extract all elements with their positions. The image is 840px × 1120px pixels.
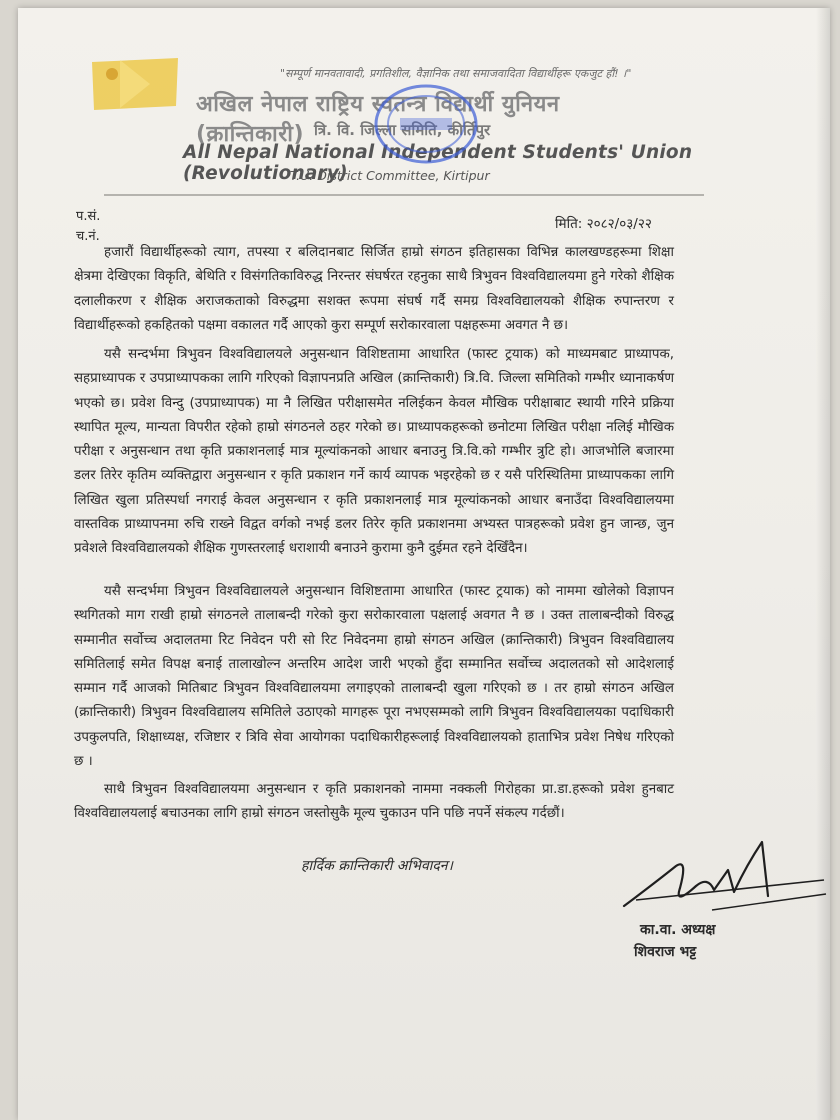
header-divider <box>104 194 704 196</box>
body-paragraph-2: यसै सन्दर्भमा त्रिभुवन विश्वविद्यालयले अनुसन्धान विशिष्टतामा आधारित (फास्ट ट्रयाक) को माध्यमबाट प्राध्यापक, सहप्राध्यापक र उपप्राध्यापकका लागि गरिएको विज्ञापनप्रति अखिल (क्रान्तिकारी) त्रि.वि. जिल्ला समितिको गम्भीर ध्यानाकर्षण भएको छ। प्रवेश विन्दु (उपप्राध्यापक) मा नै लिखित परीक्षासमेत नलिईकन केवल मौखिक परीक्षाबाट स्थायी गरिने प्रक्रिया स्थापित मूल्य, मान्यता विपरीत रहेको हाम्रो संगठनले ठहर गरेको छ। प्राध्यापकहरूको छनोटमा लिखित परीक्षा नलिई मौखिक परीक्षा र अनुसन्धान तथा कृति प्रकाशनलाई मात्र मूल्यांकनको आधार बनाउनु त्रि.वि.को गम्भीर त्रुटि हो। आजभोलि बजारमा डलर तिरेर कृतिम व्यक्तिद्वारा अनुसन्धान र कृति प्रकाशन गर्ने कार्य व्यापक भइरहेको छ र यसै परिस्थितिमा प्राध्यापकका लागि लिखित खुला प्रतिस्पर्धा नगराई केवल अनुसन्धान र कृति प्रकाशनलाई मात्र मूल्यांकनको आधार बनाउँदा विश्वविद्यालयमा वास्तविक प्राध्यापनमा रुचि राख्ने विद्वत वर्गको नभई डलर तिरेर कृति प्रकाशनमा अभ्यस्त पात्रहरूको प्रवेश हुन जान्छ, जुन प्रवेशले विश्वविद्यालयको शैक्षिक गुणस्तरलाई धराशायी बनाउने कुरामा कुनै दुईमत रहने देखिँदैन। <box>74 347 674 557</box>
organization-seal-stamp <box>370 82 482 166</box>
body-paragraph-1: हजारौं विद्यार्थीहरूको त्याग, तपस्या र बलिदानबाट सिर्जित हाम्रो संगठन इतिहासका विभिन्न कालखण्डहरूमा शिक्षा क्षेत्रमा देखिएका विकृति, बेथिति र विसंगतिकाविरुद्ध निरन्तर संघर्षरत रहनुका साथै त्रिभुवन विश्वविद्यालयमा हुने गरेको शैक्षिक दलालीकरण र शैक्षिक अराजकताको विरुद्धमा सशक्त रूपमा संघर्ष गर्दै समग्र विश्वविद्यालयको शैक्षिक रुपान्तरण र विद्यार्थीहरूको हकहितको पक्षमा वकालत गर्दै आएको कुरा सम्पूर्ण सरोकारवाला पक्षहरूमा अवगत नै छ। <box>74 245 674 333</box>
organization-unit-english: T.U. District Committee, Kirtipur <box>290 168 490 183</box>
body-paragraph-4: साथै त्रिभुवन विश्वविद्यालयमा अनुसन्धान र कृति प्रकाशनको नाममा नक्कली गिरोहका प्रा.डा.हरूको प्रवेश हुनबाट विश्वविद्यालयलाई बचाउनका लागि हाम्रो संगठन जस्तोसुकै मूल्य चुकाउन पनि पछि नपर्ने संकल्प गर्दछौं। <box>74 782 674 822</box>
organization-name-english: All Nepal National Independent Students' Union (Revolutionary) <box>183 142 693 184</box>
party-flag-logo <box>90 56 182 112</box>
organization-name-nepali: अखिल नेपाल राष्ट्रिय स्वतन्त्र विद्यार्थी युनियन (क्रान्तिकारी) <box>196 92 560 147</box>
slogan-text: "सम्पूर्ण मानवतावादी, प्रगतिशील, वैज्ञानिक तथा समाजवादिता विद्यार्थीहरू एकजुट हौं! ।" <box>280 67 632 80</box>
reference-number-label: प.सं. <box>76 209 101 224</box>
letter-paper <box>18 8 830 1120</box>
signatory-designation: का.वा. अध्यक्ष <box>640 922 716 938</box>
body-paragraph-3: यसै सन्दर्भमा त्रिभुवन विश्वविद्यालयले अनुसन्धान विशिष्टतामा आधारित (फास्ट ट्रयाक) को नाममा खोलेको विज्ञापन स्थगितको माग राखी हाम्रो संगठनले तालाबन्दी गरेको कुरा सरोकारवाला पक्षलाई अवगत नै छ । उक्त तालाबन्दीको विरुद्ध सम्मानीत सर्वोच्च अदालतमा रिट निवेदन परी सो रिट निवेदनमा हाम्रो संगठन अखिल (क्रान्तिकारी) त्रिभुवन विश्वविद्यालय समितिलाई समेत विपक्ष बनाई तालाखोल्न अन्तरिम आदेश जारी भएको हुँदा सम्मानित सर्वोच्च अदालतको सो आदेशलाई सम्मान गर्दै आजको मितिबाट त्रिभुवन विश्वविद्यालयमा लगाइएको तालाबन्दी खुला गरिएको छ । तर हाम्रो संगठन अखिल (क्रान्तिकारी) त्रिभुवन विश्वविद्यालय समितिले उठाएको मागहरू पूरा नभएसम्मको लागि त्रिभुवन विश्वविद्यालयका पदाधिकारी उपकुलपति, शिक्षाध्यक्ष, रजिष्टार र त्रिवि सेवा आयोगका पदाधिकारीहरूलाई विश्वविद्यालयको हाताभित्र प्रवेश निषेध गरिएको छ । <box>74 584 674 770</box>
letter-date: मिति: २०८२/०३/२२ <box>555 216 652 232</box>
handwritten-signature <box>616 836 830 928</box>
dispatch-number-label: च.नं. <box>76 229 100 244</box>
closing-greeting: हार्दिक क्रान्तिकारी अभिवादन। <box>301 858 453 874</box>
organization-unit-nepali: त्रि. वि. जिल्ला समिति, कीर्तिपुर <box>314 121 491 139</box>
signatory-name: शिवराज भट्ट <box>634 944 697 960</box>
